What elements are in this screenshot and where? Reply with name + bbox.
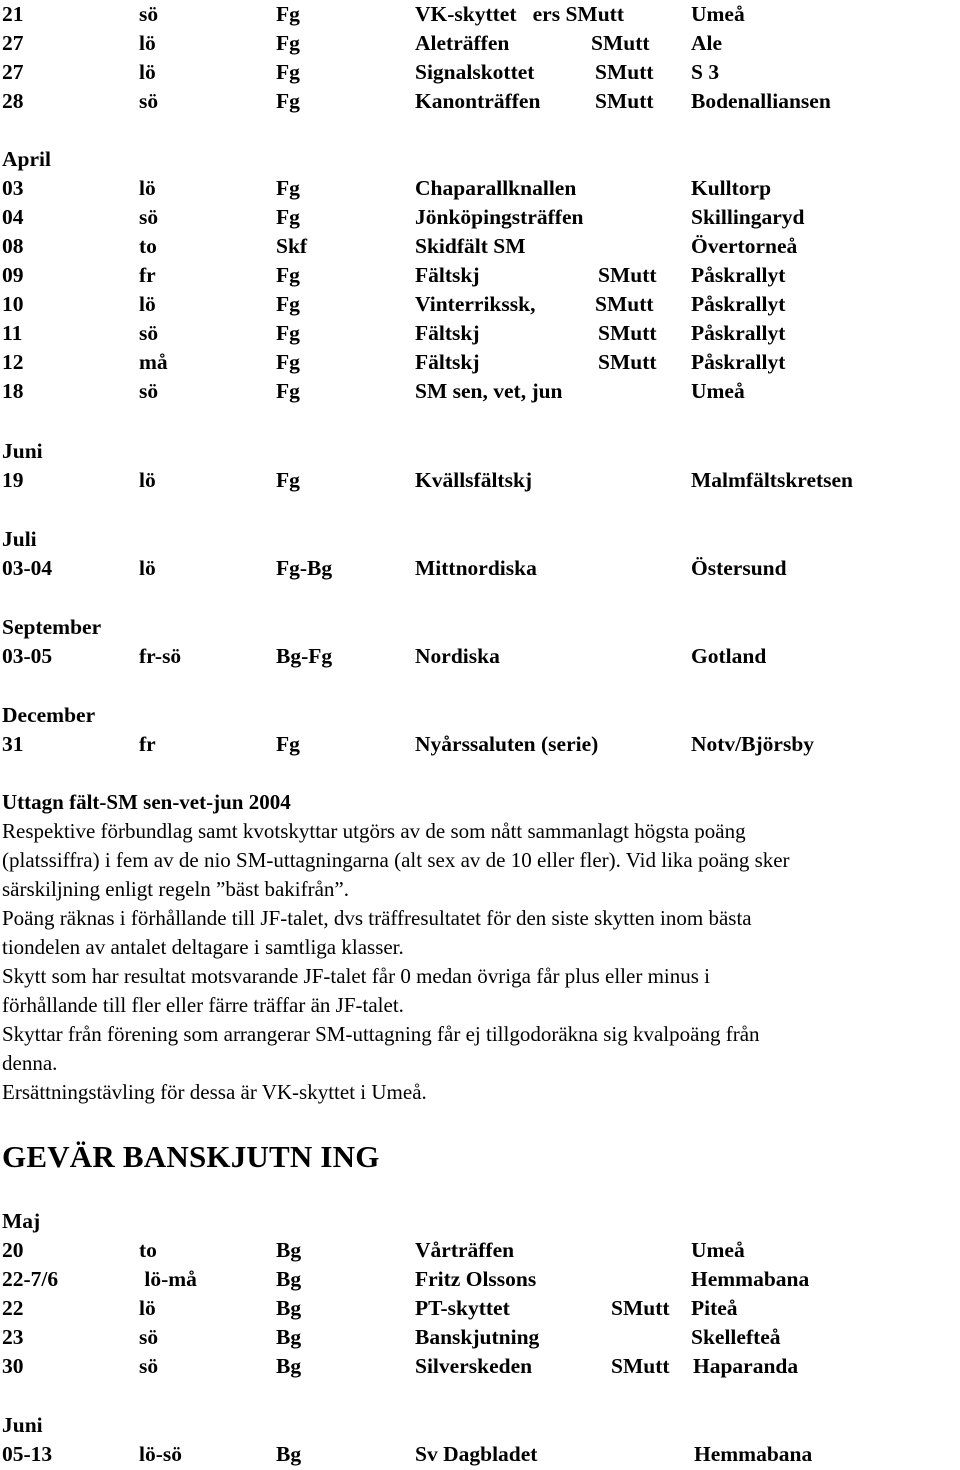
row-place: Påskrallyt xyxy=(691,321,786,345)
row-event: Vinterrikssk, xyxy=(415,292,536,316)
row-date: 11 xyxy=(2,321,23,345)
row-event: Fältskj xyxy=(415,263,480,287)
row-day: sö xyxy=(139,1354,159,1378)
row-type: Bg xyxy=(276,1354,302,1378)
schedule-row xyxy=(0,87,960,116)
row-date: 04 xyxy=(2,205,24,229)
row-date: 27 xyxy=(2,60,24,84)
row-smutt: SMutt xyxy=(611,1354,670,1378)
row-smutt: SMutt xyxy=(598,321,657,345)
row-type: Fg xyxy=(276,732,300,756)
row-date: 05-13 xyxy=(2,1442,53,1466)
row-place: Umeå xyxy=(691,2,745,26)
row-day: lö xyxy=(139,1296,156,1320)
row-date: 23 xyxy=(2,1325,24,1349)
row-date: 10 xyxy=(2,292,24,316)
row-event: Aleträffen xyxy=(415,31,510,55)
schedule-row xyxy=(0,1236,960,1265)
row-event: Signalskottet xyxy=(415,60,535,84)
row-event: Fältskj xyxy=(415,321,480,345)
row-event: PT-skyttet xyxy=(415,1296,510,1320)
row-type: Fg xyxy=(276,292,300,316)
row-type: Bg xyxy=(276,1325,302,1349)
row-date: 03-04 xyxy=(2,556,53,580)
row-day: sö xyxy=(139,2,159,26)
row-place: Umeå xyxy=(691,1238,745,1262)
row-type: Fg xyxy=(276,176,300,200)
schedule-row xyxy=(0,232,960,261)
row-day: fr-sö xyxy=(139,644,182,668)
row-day: lö xyxy=(139,31,156,55)
page-section-title: GEVÄR BANSKJUTN ING xyxy=(2,1139,380,1174)
row-event: Fritz Olssons xyxy=(415,1267,537,1291)
row-day: lö xyxy=(139,176,156,200)
row-date: 20 xyxy=(2,1238,24,1262)
row-event: Nyårssaluten (serie) xyxy=(415,732,599,756)
row-date: 19 xyxy=(2,468,24,492)
row-day: lö xyxy=(139,292,156,316)
row-place: Hemmabana xyxy=(694,1442,813,1466)
paragraph-line: Skyttar från förening som arrangerar SM-uttagning får ej tillgodoräkna sig kvalpoäng från xyxy=(2,1022,760,1046)
row-type: Bg xyxy=(276,1442,302,1466)
row-place: Skillingaryd xyxy=(691,205,805,229)
schedule-row xyxy=(0,466,960,495)
row-place: Skellefteå xyxy=(691,1325,781,1349)
row-event: Skidfält SM xyxy=(415,234,526,258)
row-place: Piteå xyxy=(691,1296,738,1320)
row-date: 31 xyxy=(2,732,24,756)
row-day: lö-må xyxy=(139,1267,197,1291)
row-type: Fg xyxy=(276,2,300,26)
row-place: Notv/Björsby xyxy=(691,732,815,756)
paragraph-line: särskiljning enligt regeln ”bäst bakifrån”. xyxy=(2,877,349,901)
schedule-row xyxy=(0,58,960,87)
schedule-row xyxy=(0,554,960,583)
row-day: lö-sö xyxy=(139,1442,182,1466)
paragraph-line: tiondelen av antalet deltagare i samtliga klasser. xyxy=(2,935,404,959)
row-type: Fg xyxy=(276,60,300,84)
row-event: Jönköpingsträffen xyxy=(415,205,584,229)
row-event: Chaparallknallen xyxy=(415,176,577,200)
row-smutt: SMutt xyxy=(595,89,654,113)
paragraph-line: Respektive förbundlag samt kvotskyttar utgörs av de som nått sammanlagt högsta poäng xyxy=(2,819,746,843)
row-event: Vårträffen xyxy=(415,1238,515,1262)
paragraph-line: förhållande till fler eller färre träffar än JF-talet. xyxy=(2,993,404,1017)
row-day: må xyxy=(139,350,168,374)
schedule-row xyxy=(0,29,960,58)
row-day: to xyxy=(139,1238,157,1262)
row-date: 21 xyxy=(2,2,24,26)
row-date: 18 xyxy=(2,379,24,403)
schedule-row xyxy=(0,1265,960,1294)
row-day: lö xyxy=(139,60,156,84)
row-smutt: SMutt xyxy=(598,350,657,374)
row-date: 09 xyxy=(2,263,24,287)
row-place: Ale xyxy=(691,31,723,55)
paragraph-line: Skytt som har resultat motsvarande JF-talet får 0 medan övriga får plus eller minus i xyxy=(2,964,710,988)
row-day: fr xyxy=(139,263,156,287)
row-day: sö xyxy=(139,379,159,403)
row-place: Kulltorp xyxy=(691,176,772,200)
row-date: 08 xyxy=(2,234,24,258)
month-header: Juni xyxy=(2,439,43,463)
row-event: Fältskj xyxy=(415,350,480,374)
row-place: Gotland xyxy=(691,644,767,668)
schedule-row xyxy=(0,203,960,232)
schedule-row xyxy=(0,174,960,203)
row-date: 30 xyxy=(2,1354,24,1378)
row-place: S 3 xyxy=(691,60,720,84)
row-event: Sv Dagbladet xyxy=(415,1442,538,1466)
row-smutt: SMutt xyxy=(595,60,654,84)
row-type: Fg xyxy=(276,379,300,403)
row-day: to xyxy=(139,234,157,258)
row-date: 27 xyxy=(2,31,24,55)
row-day: sö xyxy=(139,205,159,229)
schedule-row xyxy=(0,1323,960,1352)
schedule-row xyxy=(0,642,960,671)
row-event: Silverskeden xyxy=(415,1354,533,1378)
month-header: December xyxy=(2,703,96,727)
schedule-row xyxy=(0,0,960,29)
row-smutt: SMutt xyxy=(591,31,650,55)
row-smutt: SMutt xyxy=(595,292,654,316)
schedule-row xyxy=(0,348,960,377)
row-type: Bg xyxy=(276,1267,302,1291)
row-date: 22 xyxy=(2,1296,24,1320)
paragraph-line: denna. xyxy=(2,1051,58,1075)
row-smutt: SMutt xyxy=(598,263,657,287)
row-event: Banskjutning xyxy=(415,1325,540,1349)
row-date: 28 xyxy=(2,89,24,113)
row-day: sö xyxy=(139,321,159,345)
row-date: 03-05 xyxy=(2,644,53,668)
paragraph-line: Ersättningstävling för dessa är VK-skyttet i Umeå. xyxy=(2,1080,427,1104)
row-place: Bodenalliansen xyxy=(691,89,831,113)
row-place: Övertorneå xyxy=(691,234,798,258)
row-date: 22-7/6 xyxy=(2,1267,59,1291)
row-place: Haparanda xyxy=(693,1354,799,1378)
row-type: Fg xyxy=(276,321,300,345)
row-place: Östersund xyxy=(691,556,787,580)
schedule-row xyxy=(0,730,960,759)
paragraph-line: Poäng räknas i förhållande till JF-talet, dvs träffresultatet för den siste skytten inom bästa xyxy=(2,906,752,930)
row-place: Hemmabana xyxy=(691,1267,810,1291)
row-place: Umeå xyxy=(691,379,745,403)
paragraph-line: (platssiffra) i fem av de nio SM-uttagningarna (alt sex av de 10 eller fler). Vid lika poäng sker xyxy=(2,848,790,872)
row-type: Bg xyxy=(276,1238,302,1262)
row-event: Mittnordiska xyxy=(415,556,537,580)
row-type: Fg xyxy=(276,263,300,287)
row-type: Fg xyxy=(276,205,300,229)
row-type: Fg xyxy=(276,350,300,374)
row-type: Fg xyxy=(276,89,300,113)
row-day: fr xyxy=(139,732,156,756)
row-place: Påskrallyt xyxy=(691,350,786,374)
row-date: 03 xyxy=(2,176,24,200)
month-header: April xyxy=(2,147,51,171)
month-header: Maj xyxy=(2,1209,41,1233)
month-header: Juni xyxy=(2,1413,43,1437)
schedule-row xyxy=(0,1440,960,1469)
schedule-row xyxy=(0,1352,960,1381)
row-smutt: SMutt xyxy=(611,1296,670,1320)
schedule-row xyxy=(0,377,960,406)
schedule-row xyxy=(0,319,960,348)
month-header: Juli xyxy=(2,527,37,551)
row-event: SM sen, vet, jun xyxy=(415,379,563,403)
row-type: Skf xyxy=(276,234,308,258)
row-place: Malmfältskretsen xyxy=(691,468,854,492)
schedule-row xyxy=(0,261,960,290)
row-place: Påskrallyt xyxy=(691,263,786,287)
row-day: lö xyxy=(139,468,156,492)
row-type: Fg xyxy=(276,468,300,492)
row-day: lö xyxy=(139,556,156,580)
row-day: sö xyxy=(139,1325,159,1349)
row-type: Bg-Fg xyxy=(276,644,333,668)
month-header: September xyxy=(2,615,102,639)
row-event: Kvällsfältskj xyxy=(415,468,533,492)
section-heading: Uttagn fält-SM sen-vet-jun 2004 xyxy=(2,790,291,814)
schedule-row xyxy=(0,290,960,319)
schedule-row xyxy=(0,1294,960,1323)
row-day: sö xyxy=(139,89,159,113)
row-event: Kanonträffen xyxy=(415,89,541,113)
row-type: Bg xyxy=(276,1296,302,1320)
row-type: Fg-Bg xyxy=(276,556,333,580)
row-event: Nordiska xyxy=(415,644,500,668)
row-type: Fg xyxy=(276,31,300,55)
row-event: VK-skyttet ers SMutt xyxy=(415,2,624,26)
row-date: 12 xyxy=(2,350,24,374)
row-place: Påskrallyt xyxy=(691,292,786,316)
